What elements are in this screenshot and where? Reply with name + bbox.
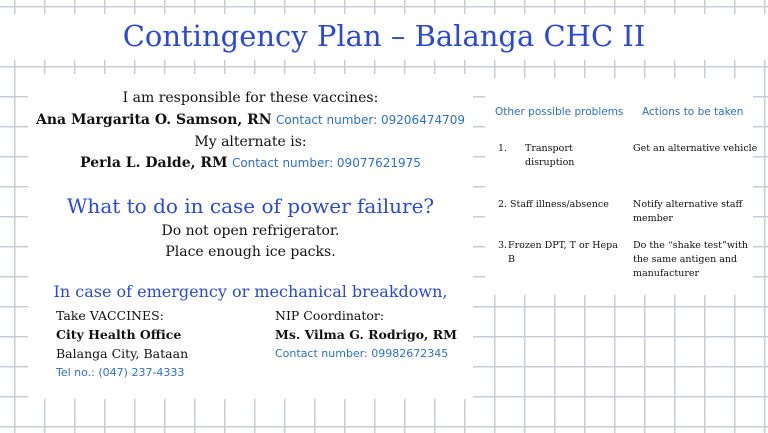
page-title: Contingency Plan – Balanga CHC II <box>0 14 768 60</box>
responsibility-panel <box>28 74 473 399</box>
power-step-2: Place enough ice packs. <box>165 244 336 260</box>
col-header-action: Actions to be taken <box>642 106 744 118</box>
row-problem: Frozen DPT, T or Hepa B <box>508 240 618 265</box>
alternate-line <box>28 155 473 171</box>
nip-label: NIP Coordinator: <box>275 308 385 323</box>
row-action: Get an alternative vehicle <box>633 143 758 154</box>
alternate-contact: Contact number: 09077621975 <box>231 156 421 170</box>
row-problem: Transport disruption <box>525 143 575 168</box>
alternate-intro: My alternate is: <box>194 134 307 150</box>
power-step-1: Do not open refrigerator. <box>161 223 340 239</box>
alternate-name: Perla L. Dalde, RM <box>80 155 228 171</box>
take-tel: Tel no.: (047) 237-4333 <box>56 366 185 379</box>
row-problem: Staff illness/absence <box>510 199 609 210</box>
row-action: Notify alternative staff member <box>633 199 743 224</box>
responsible-line <box>28 112 473 128</box>
col-header-problem: Other possible problems <box>495 106 624 118</box>
take-place: City Health Office <box>56 327 182 342</box>
row-number: 2. <box>498 199 508 210</box>
take-city: Balanga City, Bataan <box>56 346 189 361</box>
nip-contact: Contact number: 09982672345 <box>275 347 449 360</box>
responsible-intro: I am responsible for these vaccines: <box>122 90 379 106</box>
take-label: Take VACCINES: <box>56 308 164 323</box>
take-vaccines-block <box>56 306 188 382</box>
row-action: Do the “shake test”with the same antigen and manufacturer <box>633 240 748 279</box>
emergency-heading: In case of emergency or mechanical breakdown, <box>53 282 448 301</box>
nip-name: Ms. Vilma G. Rodrigo, RM <box>275 327 457 342</box>
row-number: 1. <box>498 143 508 154</box>
problems-panel <box>485 78 758 295</box>
power-failure-heading: What to do in case of power failure? <box>66 194 435 218</box>
nip-coordinator-block <box>275 306 457 363</box>
responsible-name: Ana Margarita O. Samson, RN <box>35 112 272 128</box>
responsible-contact: Contact number: 09206474709 <box>276 113 465 127</box>
row-number: 3. <box>498 240 508 251</box>
